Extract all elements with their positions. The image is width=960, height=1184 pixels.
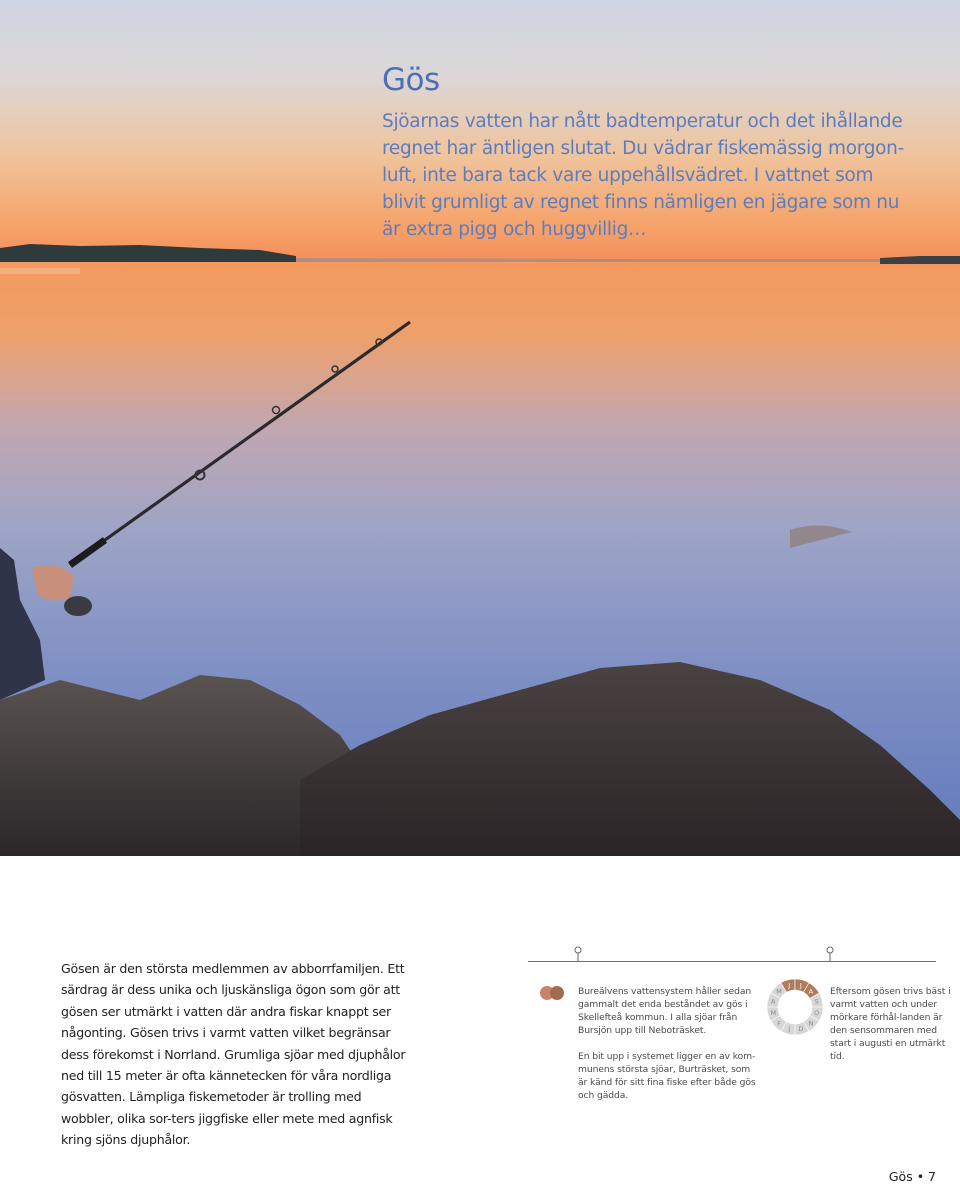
season-wheel-month-letter: M bbox=[776, 987, 782, 996]
season-wheel-month-letter: M bbox=[770, 1009, 777, 1018]
page-title: Gös bbox=[382, 62, 440, 98]
page-number: Gös • 7 bbox=[888, 1169, 936, 1184]
season-wheel-center bbox=[779, 991, 811, 1023]
season-wheel-month-letter: J bbox=[799, 981, 802, 990]
season-pin-icon bbox=[825, 946, 835, 962]
season-wheel-month-letter: J bbox=[788, 981, 791, 990]
section-divider bbox=[528, 961, 936, 962]
location-description bbox=[578, 985, 758, 1102]
reel bbox=[64, 596, 92, 616]
season-wheel-icon bbox=[766, 978, 824, 1036]
season-wheel-month-letter: O bbox=[814, 1009, 820, 1018]
location-paragraph: En bit upp i systemet ligger en av kom-munens största sjöar, Burträsket, som är känd för sitt fina fiske efter både gös och gädda. bbox=[578, 1051, 756, 1101]
season-wheel-month-letter: A bbox=[771, 997, 776, 1006]
location-paragraph: Bureälvens vattensystem håller sedan gammalt det enda beståndet av gös i Skellefteå kommun. I alla sjöar från Bursjön upp till Neboträsket. bbox=[578, 986, 752, 1036]
season-wheel-month-letter: D bbox=[798, 1025, 804, 1034]
season-wheel-month-letter: A bbox=[808, 987, 814, 996]
location-dots-icon bbox=[539, 985, 567, 1001]
intro-paragraph: Sjöarnas vatten har nått badtemperatur och det ihållande regnet har äntligen slutat. Du vädrar fiskemässig morgon-luft, inte bara tack vare uppehållsvädret. I vattnet som blivit grumligt av regnet finns nämligen en jägare som nu är extra pigg och huggvillig… bbox=[382, 111, 904, 240]
body-paragraph: Gösen är den största medlemmen av abborrfamiljen. Ett särdrag är dess unika och ljuskänsliga ögon som gör att gösen ser utmärkt i vatten där andra fiskar knappt ser någonting. Gösen trivs i varmt vatten vilket begränsar dess förekomst i Norrland. Grumliga sjöar med djuphålor ned till 15 meter är ofta kännetecken för våra nordliga gösvatten. Lämpliga fiskemetoder är trolling med wobbler, olika sor-ters jiggfiske eller mete med agnfisk kring sjöns djuphålor. bbox=[61, 961, 406, 1148]
body-text bbox=[61, 958, 406, 1151]
location-dot bbox=[550, 986, 564, 1000]
season-wheel-month-letter: F bbox=[777, 1019, 781, 1028]
season-wheel-month-letter: S bbox=[814, 997, 819, 1006]
season-description: Eftersom gösen trivs bäst i varmt vatten och under mörkare förhål-landen är den sensommaren med start i augusti en utmärkt tid. bbox=[830, 986, 951, 1062]
season-wheel-month-letter: J bbox=[788, 1025, 791, 1034]
season-wheel-month-letter: N bbox=[808, 1019, 814, 1028]
shore-reflection bbox=[0, 268, 80, 274]
location-pin-icon bbox=[573, 946, 583, 962]
